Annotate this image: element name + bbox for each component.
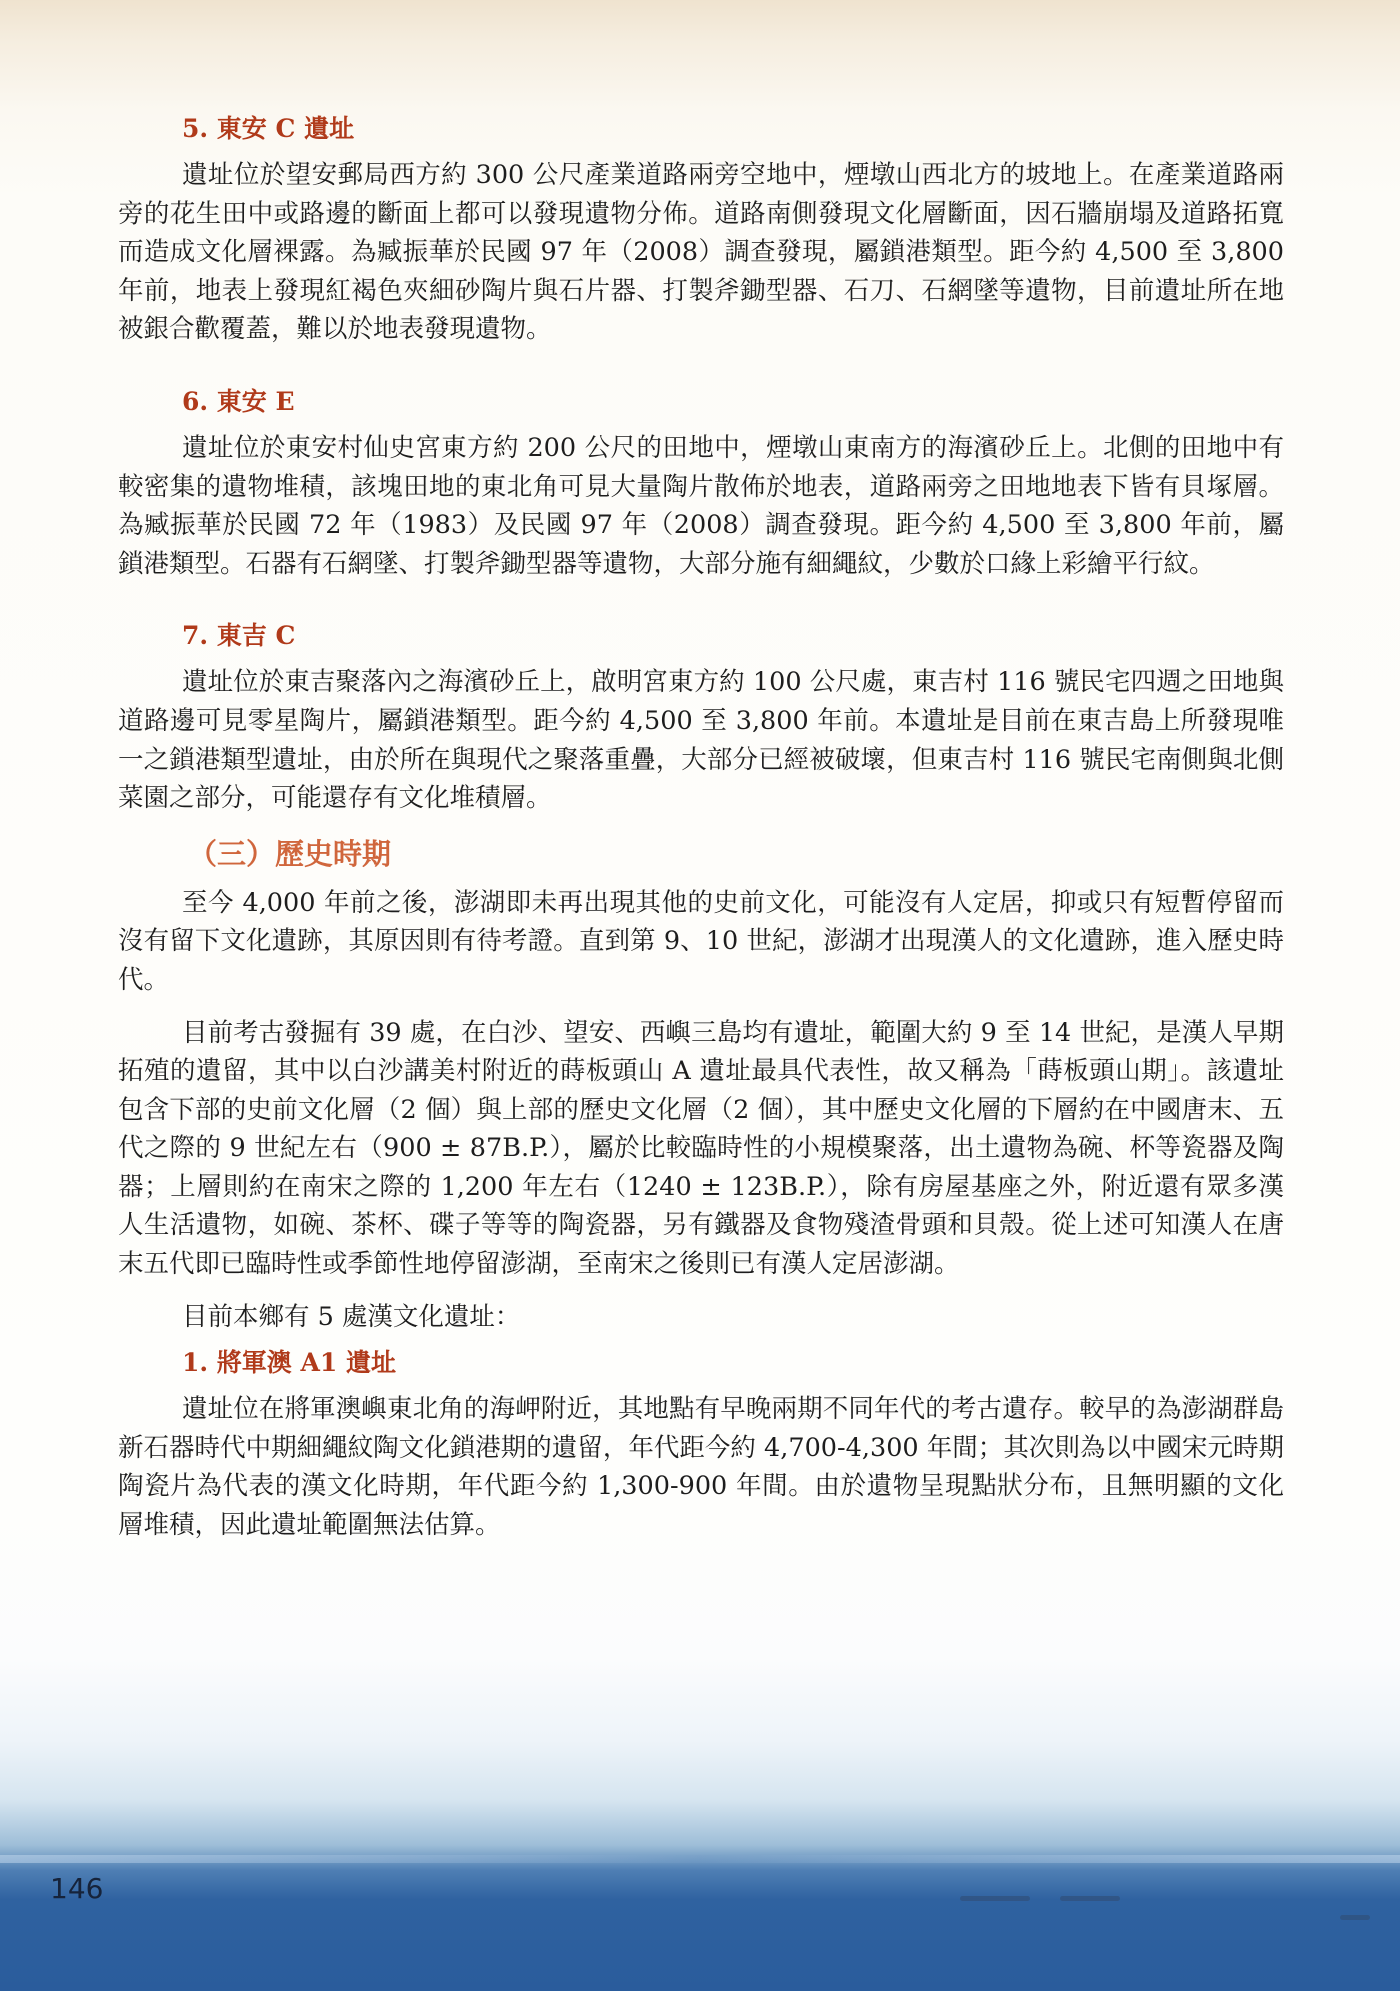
- section-heading-dongan-e: 6. 東安 E: [182, 386, 295, 416]
- paragraph: 目前本鄉有 5 處漢文化遺址：: [182, 1301, 521, 1332]
- page-number: 146: [50, 1872, 104, 1905]
- paragraph: 目前考古發掘有 39 處，在白沙、望安、西嶼三島均有遺址，範圍大約 9 至 14 世紀，是漢人早期拓殖的遺留，其中以白沙講美村附近的蒔板頭山 A 遺址最具代表性，故又稱為「蒔板頭山期」。該遺址包含下部的史前文化層（2 個）與上部的歷史文化層（2 個），其中歷史文化層的下層約在中國唐末、五代之際的 9 世紀左右（900 ± 87B.P.），屬於比較臨時性的小規模聚落，出土遺物為碗、杯等瓷器及陶器；上層則約在南宋之際的 1,200 年左右（1240 ± 123B.P.），除有房屋基座之外，附近還有眾多漢人生活遺物，如碗、茶杯、碟子等等的陶瓷器，另有鐵器及食物殘渣骨頭和貝殼。從上述可知漢人在唐末五代即已臨時性或季節性地停留澎湖，至南宋之後則已有漢人定居澎湖。: [118, 1017, 1284, 1280]
- paragraph: 遺址位在將軍澳嶼東北角的海岬附近，其地點有早晚兩期不同年代的考古遺存。較早的為澎湖群島新石器時代中期細繩紋陶文化鎖港期的遺留，年代距今約 4,700-4,300 年間；其次則為以中國宋元時期陶瓷片為代表的漢文化時期，年代距今約 1,300-900 年間。由於遺物呈現點狀分布，且無明顯的文化層堆積，因此遺址範圍無法估算。: [118, 1394, 1284, 1541]
- section-heading-dongan-c: 5. 東安 C 遺址: [182, 114, 355, 143]
- paragraph: 遺址位於望安郵局西方約 300 公尺產業道路兩旁空地中，煙墩山西北方的坡地上。在產業道路兩旁的花生田中或路邊的斷面上都可以發現遺物分佈。道路南側發現文化層斷面，因石牆崩塌及道路拓寬而造成文化層裸露。為臧振華於民國 97 年（2008）調查發現，屬鎖港類型。距今約 4,500 至 3,800 年前，地表上發現紅褐色夾細砂陶片與石片器、打製斧鋤型器、石刀、石網墜等遺物，目前遺址所在地被銀合歡覆蓋，難以於地表發現遺物。: [118, 160, 1284, 345]
- island-silhouette: [1060, 1896, 1120, 1901]
- island-silhouette: [1340, 1915, 1370, 1920]
- section-heading-dongji-c: 7. 東吉 C: [182, 621, 296, 651]
- paragraph: 至今 4,000 年前之後，澎湖即未再出現其他的史前文化，可能沒有人定居，抑或只有短暫停留而沒有留下文化遺跡，其原因則有待考證。直到第 9、10 世紀，澎湖才出現漢人的文化遺跡，進入歷史時代。: [118, 887, 1284, 995]
- section-heading-jiangjunao-a1: 1. 將軍澳 A1 遺址: [182, 1348, 397, 1378]
- island-silhouette: [960, 1896, 1030, 1901]
- section-heading-historical-period: （三）歷史時期: [188, 836, 392, 871]
- paragraph: 遺址位於東吉聚落內之海濱砂丘上，啟明宮東方約 100 公尺處，東吉村 116 號民宅四週之田地與道路邊可見零星陶片，屬鎖港類型。距今約 4,500 至 3,800 年前。本遺址是目前在東吉島上所發現唯一之鎖港類型遺址，由於所在與現代之聚落重疊，大部分已經被破壞，但東吉村 116 號民宅南側與北側菜園之部分，可能還存有文化堆積層。: [118, 667, 1284, 814]
- sea-horizon: [0, 1855, 1400, 1863]
- page-content: [118, 110, 1284, 1545]
- paragraph: 遺址位於東安村仙史宮東方約 200 公尺的田地中，煙墩山東南方的海濱砂丘上。北側的田地中有較密集的遺物堆積，該塊田地的東北角可見大量陶片散佈於地表，道路兩旁之田地地表下皆有貝塚層。為臧振華於民國 72 年（1983）及民國 97 年（2008）調查發現。距今約 4,500 至 3,800 年前，屬鎖港類型。石器有石網墜、打製斧鋤型器等遺物，大部分施有細繩紋，少數於口緣上彩繪平行紋。: [118, 432, 1284, 579]
